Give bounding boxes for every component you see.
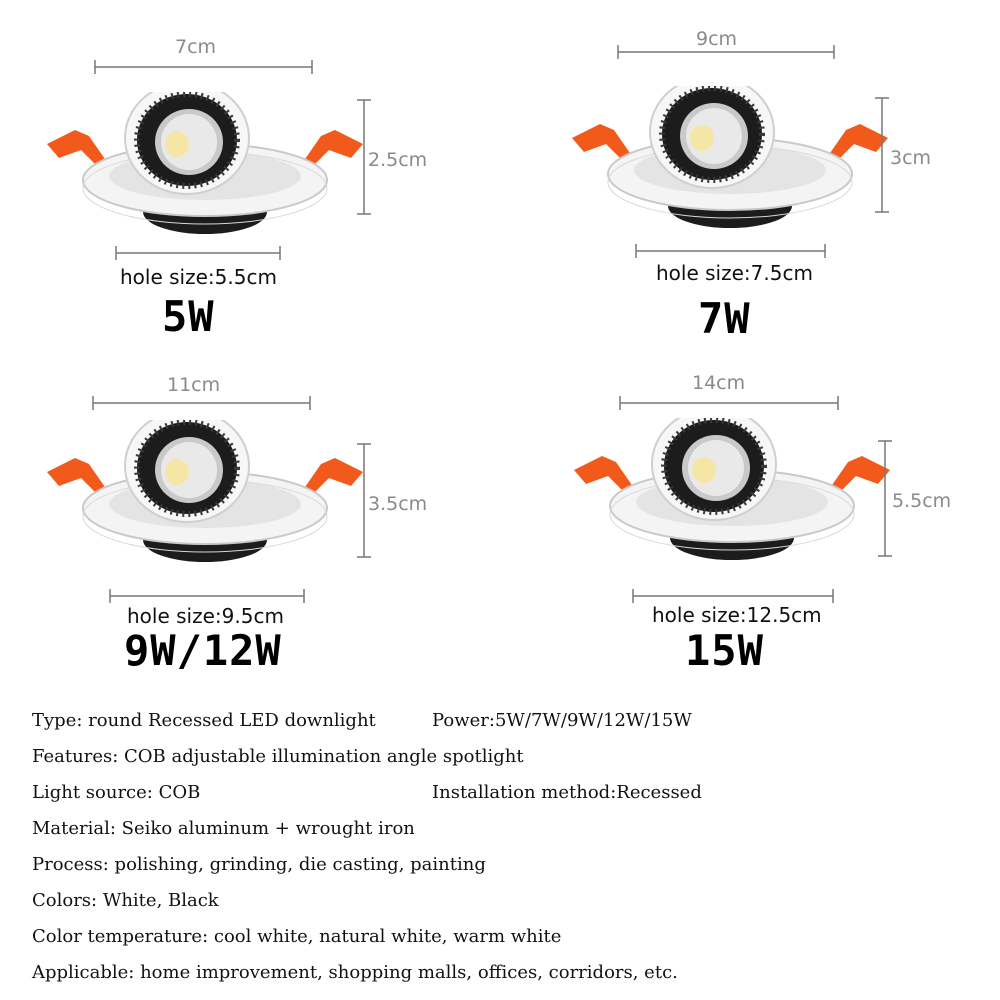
- spec-row-colors: [32, 883, 982, 919]
- hole-size-15w: hole size:12.5cm: [652, 603, 822, 627]
- spec-row-material: [32, 811, 982, 847]
- spec-row-process: [32, 847, 982, 883]
- spec-light-source: Light source: COB: [32, 782, 201, 803]
- lamp-9w-image: [47, 410, 363, 562]
- spec-row-type: [32, 703, 982, 739]
- width-label-15w: 14cm: [692, 372, 746, 394]
- spec-row-light-source: [32, 775, 982, 811]
- spec-applicable: Applicable: home improvement, shopping malls, offices, corridors, etc.: [32, 962, 678, 983]
- lamp-5w-image: [47, 82, 363, 234]
- spec-colors: Colors: White, Black: [32, 890, 219, 911]
- power-label-15w: 15W: [685, 626, 764, 675]
- spec-row-applicable: [32, 955, 982, 991]
- hole-size-7w: hole size:7.5cm: [656, 261, 813, 285]
- lamp-7w-image: [572, 76, 888, 228]
- spec-color-temperature: Color temperature: cool white, natural white, warm white: [32, 926, 562, 947]
- width-label-5w: 7cm: [175, 36, 217, 58]
- spec-material: Material: Seiko aluminum + wrought iron: [32, 818, 415, 839]
- spec-power: Power:5W/7W/9W/12W/15W: [432, 710, 692, 731]
- hole-size-9w: hole size:9.5cm: [127, 604, 284, 628]
- power-label-9w-12w: 9W/12W: [124, 626, 282, 675]
- spec-list: [32, 703, 982, 991]
- hole-size-5w: hole size:5.5cm: [120, 265, 277, 289]
- height-label-9w: 3.5cm: [368, 493, 428, 515]
- lamp-15w-image: [574, 408, 890, 560]
- height-label-5w: 2.5cm: [368, 149, 428, 171]
- spec-type: Type: round Recessed LED downlight: [32, 710, 376, 731]
- spec-row-features: [32, 739, 982, 775]
- power-label-5w: 5W: [162, 292, 215, 341]
- height-label-7w: 3cm: [890, 147, 932, 169]
- width-label-9w: 11cm: [167, 374, 221, 396]
- power-label-7w: 7W: [698, 294, 751, 343]
- width-label-7w: 9cm: [696, 28, 738, 50]
- spec-installation: Installation method:Recessed: [432, 782, 702, 803]
- height-label-15w: 5.5cm: [892, 490, 952, 512]
- spec-row-color-temperature: [32, 919, 982, 955]
- spec-features: Features: COB adjustable illumination angle spotlight: [32, 746, 524, 767]
- spec-process: Process: polishing, grinding, die casting, painting: [32, 854, 486, 875]
